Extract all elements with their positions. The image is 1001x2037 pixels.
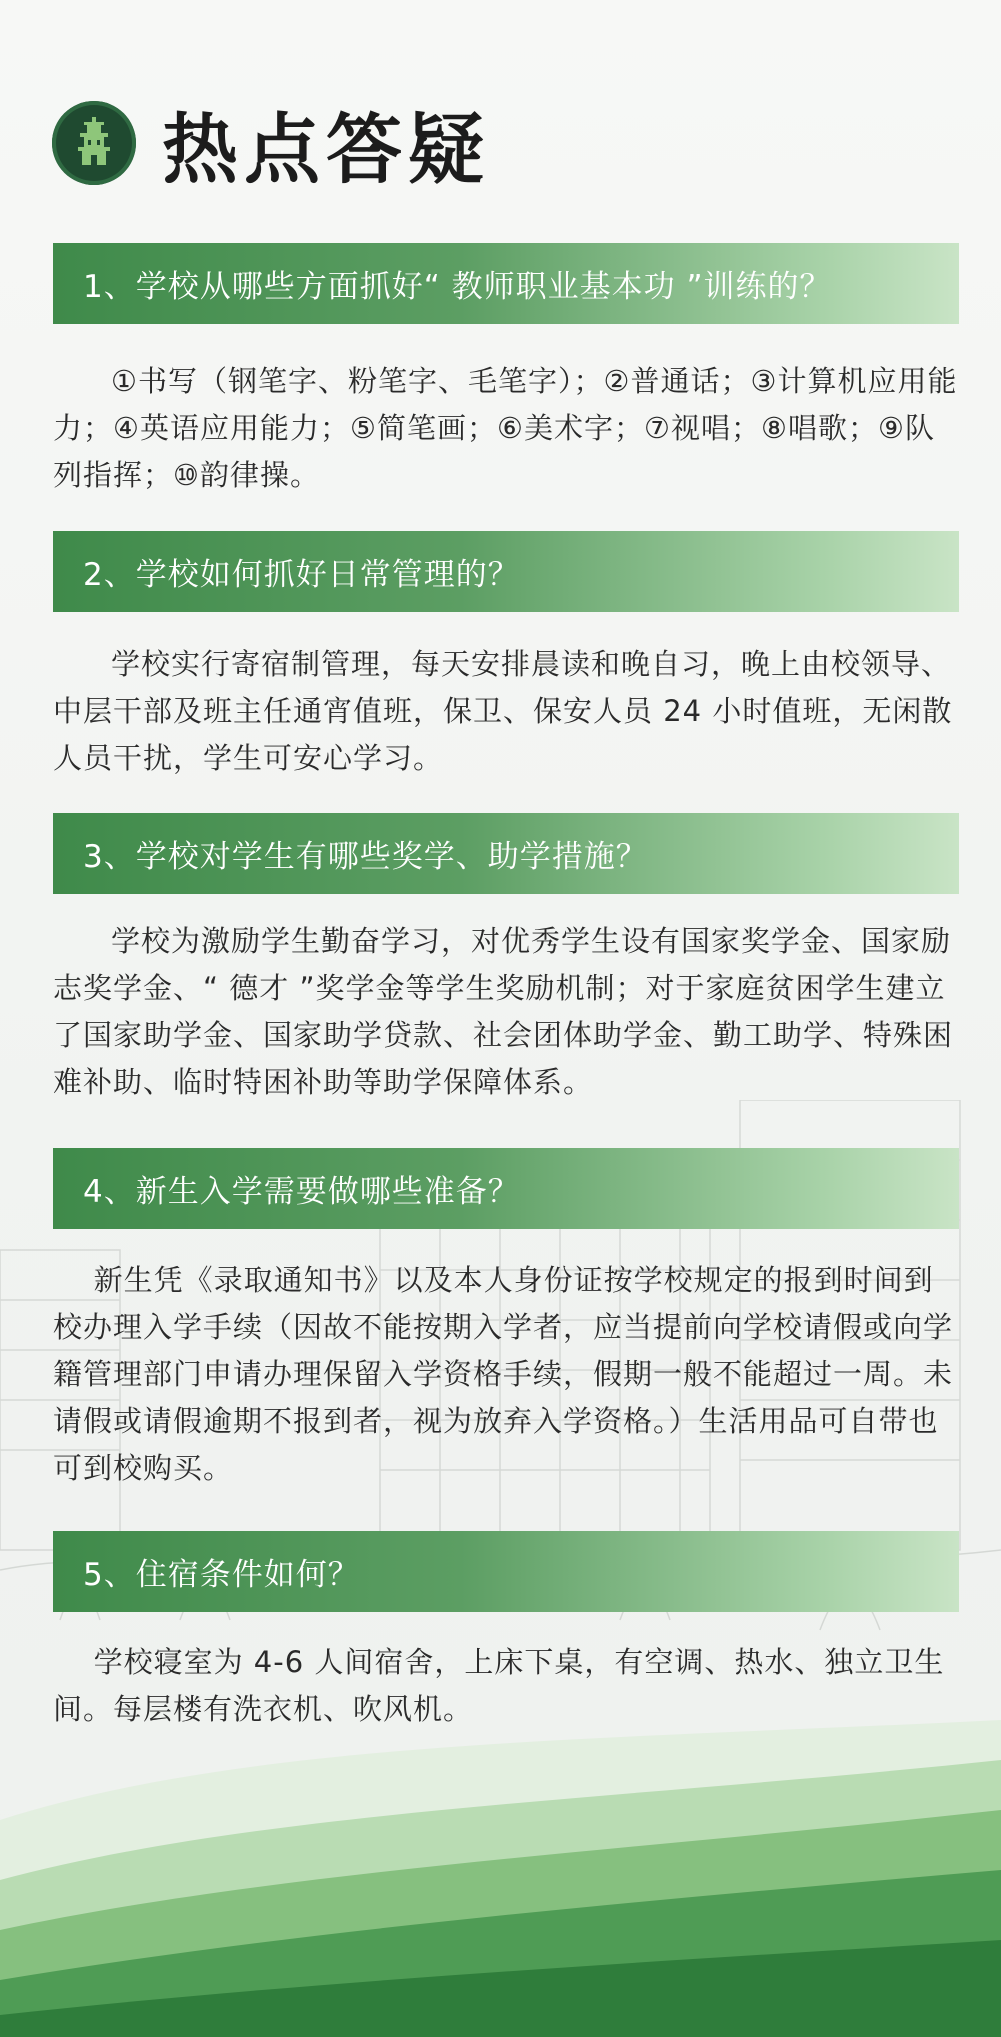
faq-question-3: 3、学校对学生有哪些奖学、助学措施？ [53,813,959,894]
faq-answer-2: 学校实行寄宿制管理，每天安排晨读和晚自习，晚上由校领导、中层干部及班主任通宵值班，保卫、保安人员 24 小时值班，无闲散人员干扰，学生可安心学习。 [53,647,953,775]
page-title: 热点答疑 [162,104,490,194]
building-icon [64,113,124,173]
faq-answer-4: 新生凭《录取通知书》以及本人身份证按学校规定的报到时间到校办理入学手续（因故不能按期入学者，应当提前向学校请假或向学籍管理部门申请办理保留入学资格手续，假期一般不能超过一周。未请假或请假逾期不报到者，视为放弃入学资格。）生活用品可自带也可到校购买。 [53,1263,954,1485]
bottom-wave-decoration [0,1700,1001,2037]
faq-answer-3: 学校为激励学生勤奋学习，对优秀学生设有国家奖学金、国家励志奖学金、“ 德才 ”奖学金等学生奖励机制；对于家庭贫困学生建立了国家助学金、国家助学贷款、社会团体助学金、勤工助学、特殊困难补助、临时特困补助等助学保障体系。 [53,924,954,1099]
faq-question-2: 2、学校如何抓好日常管理的？ [53,531,959,612]
faq-question-5: 5、住宿条件如何？ [53,1531,959,1612]
school-emblem-icon [52,101,136,185]
faq-answer-1: ①书写（钢笔字、粉笔字、毛笔字）；②普通话；③计算机应用能力；④英语应用能力；⑤简笔画；⑥美术字；⑦视唱；⑧唱歌；⑨队列指挥；⑩韵律操。 [53,364,958,492]
page-header [52,98,490,194]
faq-answer-5: 学校寝室为 4-6 人间宿舍，上床下桌，有空调、热水、独立卫生间。每层楼有洗衣机、吹风机。 [53,1645,945,1726]
faq-question-1: 1、学校从哪些方面抓好“ 教师职业基本功 ”训练的？ [53,243,959,324]
faq-question-4: 4、新生入学需要做哪些准备？ [53,1148,959,1229]
